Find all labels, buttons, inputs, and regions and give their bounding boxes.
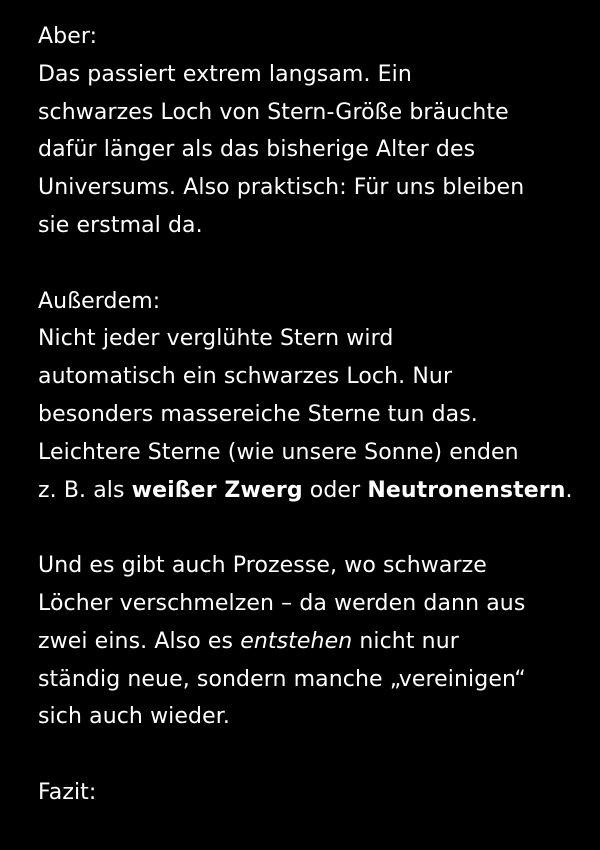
- text-line: ständig neue, sondern manche „vereinigen“: [38, 666, 526, 692]
- text-line-mixed: [38, 472, 578, 510]
- text-line: Universums. Also praktisch: Für uns bleiben: [38, 175, 525, 201]
- paragraph-ausserdem: [38, 283, 578, 510]
- text-line-mixed: [38, 623, 578, 661]
- text-line: schwarzes Loch von Stern-Größe bräuchte: [38, 99, 509, 125]
- italic-term-entstehen: entstehen: [240, 628, 353, 654]
- text-line: automatisch ein schwarzes Loch. Nur: [38, 364, 453, 390]
- text-line: sich auch wieder.: [38, 704, 230, 730]
- text-line: besonders massereiche Sterne tun das.: [38, 401, 478, 427]
- assistant-message: [38, 18, 578, 850]
- text-line: dafür länger als das bisherige Alter des: [38, 137, 476, 163]
- text-line: Leichtere Sterne (wie unsere Sonne) enden: [38, 439, 519, 465]
- text-line: Nicht jeder verglühte Stern wird: [38, 326, 394, 352]
- bold-term-weisser-zwerg: weißer Zwerg: [131, 477, 303, 503]
- bold-term-neutronenstern: Neutronenstern: [367, 477, 566, 503]
- text-line: sie erstmal da.: [38, 212, 203, 238]
- text-segment: oder: [302, 477, 368, 503]
- paragraph-fazit: [38, 774, 578, 812]
- paragraph-prozesse: [38, 547, 578, 736]
- heading-fazit: Fazit:: [38, 779, 97, 805]
- text-segment: .: [565, 477, 573, 503]
- text-segment: zwei eins. Also es: [38, 628, 241, 654]
- text-segment: nicht nur: [352, 628, 459, 654]
- text-line: Das passiert extrem langsam. Ein: [38, 61, 412, 87]
- text-line: Löcher verschmelzen – da werden dann aus: [38, 590, 526, 616]
- text-segment: z. B. als: [38, 477, 132, 503]
- paragraph-aber: [38, 18, 578, 245]
- heading-ausserdem: Außerdem:: [38, 288, 161, 314]
- heading-aber: Aber:: [38, 24, 98, 49]
- text-line: Und es gibt auch Prozesse, wo schwarze: [38, 553, 487, 579]
